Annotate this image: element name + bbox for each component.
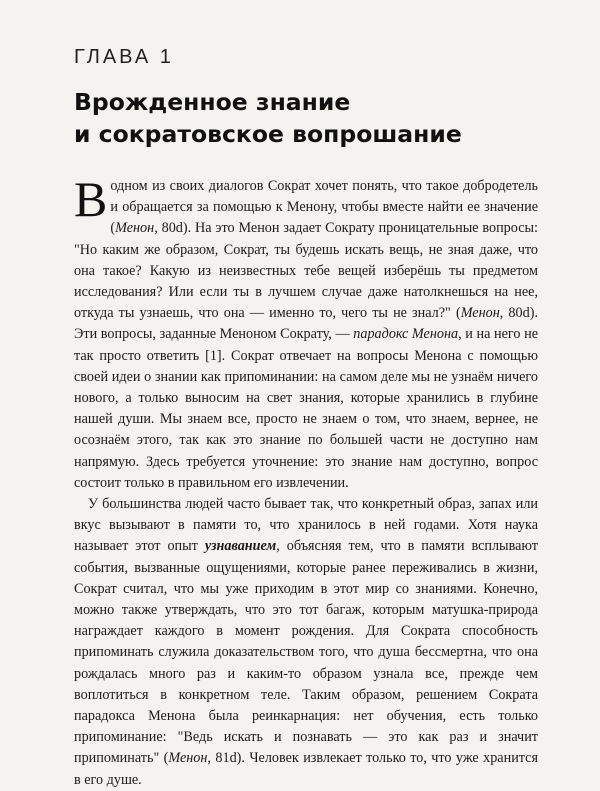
citation-menon: Менон bbox=[115, 220, 155, 237]
paragraph-2-text-2: , объясняя тем, что в памяти всплывают события, вызванные ощущениями, которые ранее переживались в жизни, Сократ считал, что мы уже приходим в этот мир со знаниями. Конечно, можно также утверждать, что это тот багаж, которым матушка-природа награждает каждого в момент рождения. Для Сократа способность припоминать служила доказательством того, что душа бессмертна, что она рождалась много раз и каким-то образом узнала все, прежде чем воплотиться в конкретном теле. Таким образом, решением Сократа парадокса Менона была реинкарнация: нет обучения, есть только припоминание: "Ведь искать и познавать — это как раз и значит припоминать" ( bbox=[74, 538, 538, 767]
citation-menon: Менон bbox=[460, 305, 500, 322]
paragraph-2 bbox=[74, 494, 538, 791]
chapter-title bbox=[74, 86, 534, 150]
paragraph-2-text-3: , 81d). Человек извлекает только то, что уже хранится в его душе. bbox=[74, 750, 538, 788]
term-recognition: узнаванием bbox=[204, 538, 277, 555]
paragraph-1-text-4: , и на него не так просто ответить [1]. Сократ отвечает на вопросы Менона с помощью своей идеи о знании как припоминании: на самом деле мы не узнаём ничего нового, а только выносим на свет знания, которые хранились в глубине нашей души. Мы знаем все, просто не знаем о том, что знаем, вернее, не осознаём этого, так как это знание по большей части не доступно нам напрямую. Здесь требуется уточнение: это знание нам доступно, вопрос состоит только в правильном его извлечении. bbox=[74, 326, 539, 491]
paragraph-1 bbox=[74, 171, 539, 494]
chapter-title-line-1: Врожденное знание bbox=[74, 88, 351, 116]
chapter-label: ГЛАВА 1 bbox=[74, 46, 174, 68]
body-text bbox=[74, 171, 539, 791]
citation-menon: Менон bbox=[168, 750, 208, 767]
drop-cap: В bbox=[74, 171, 108, 227]
term-meno-paradox: парадокс Менона bbox=[353, 326, 459, 343]
paragraph-1-text-1: одном из своих диалогов Сократ хочет понять, что такое добродетель и обращается за помощью к Менону, чтобы вместе найти ее значение ( bbox=[110, 178, 538, 237]
chapter-title-line-2: и сократовское вопрошание bbox=[74, 120, 462, 148]
paragraph-2-text-1: У большинства людей часто бывает так, что конкретный образ, запах или вкус вызывают в памяти то, что хранилось в ней годами. Хотя наука называет этот опыт bbox=[74, 496, 538, 555]
paragraph-1-text-3: , 80d). Эти вопросы, заданные Меноном Сократу, — bbox=[74, 305, 538, 343]
paragraph-1-text-2: , 80d). На это Менон задает Сократу проницательные вопросы: "Но каким же образом, Сократ, ты будешь искать вещь, не зная даже, что она такое? Какую из неизвестных тебе вещей изберёшь ты предметом исследования? Или если ты в лучшем случае даже натолкнешься на нее, откуда ты узнаешь, что она — именно то, чего ты не знал?" ( bbox=[74, 220, 538, 322]
